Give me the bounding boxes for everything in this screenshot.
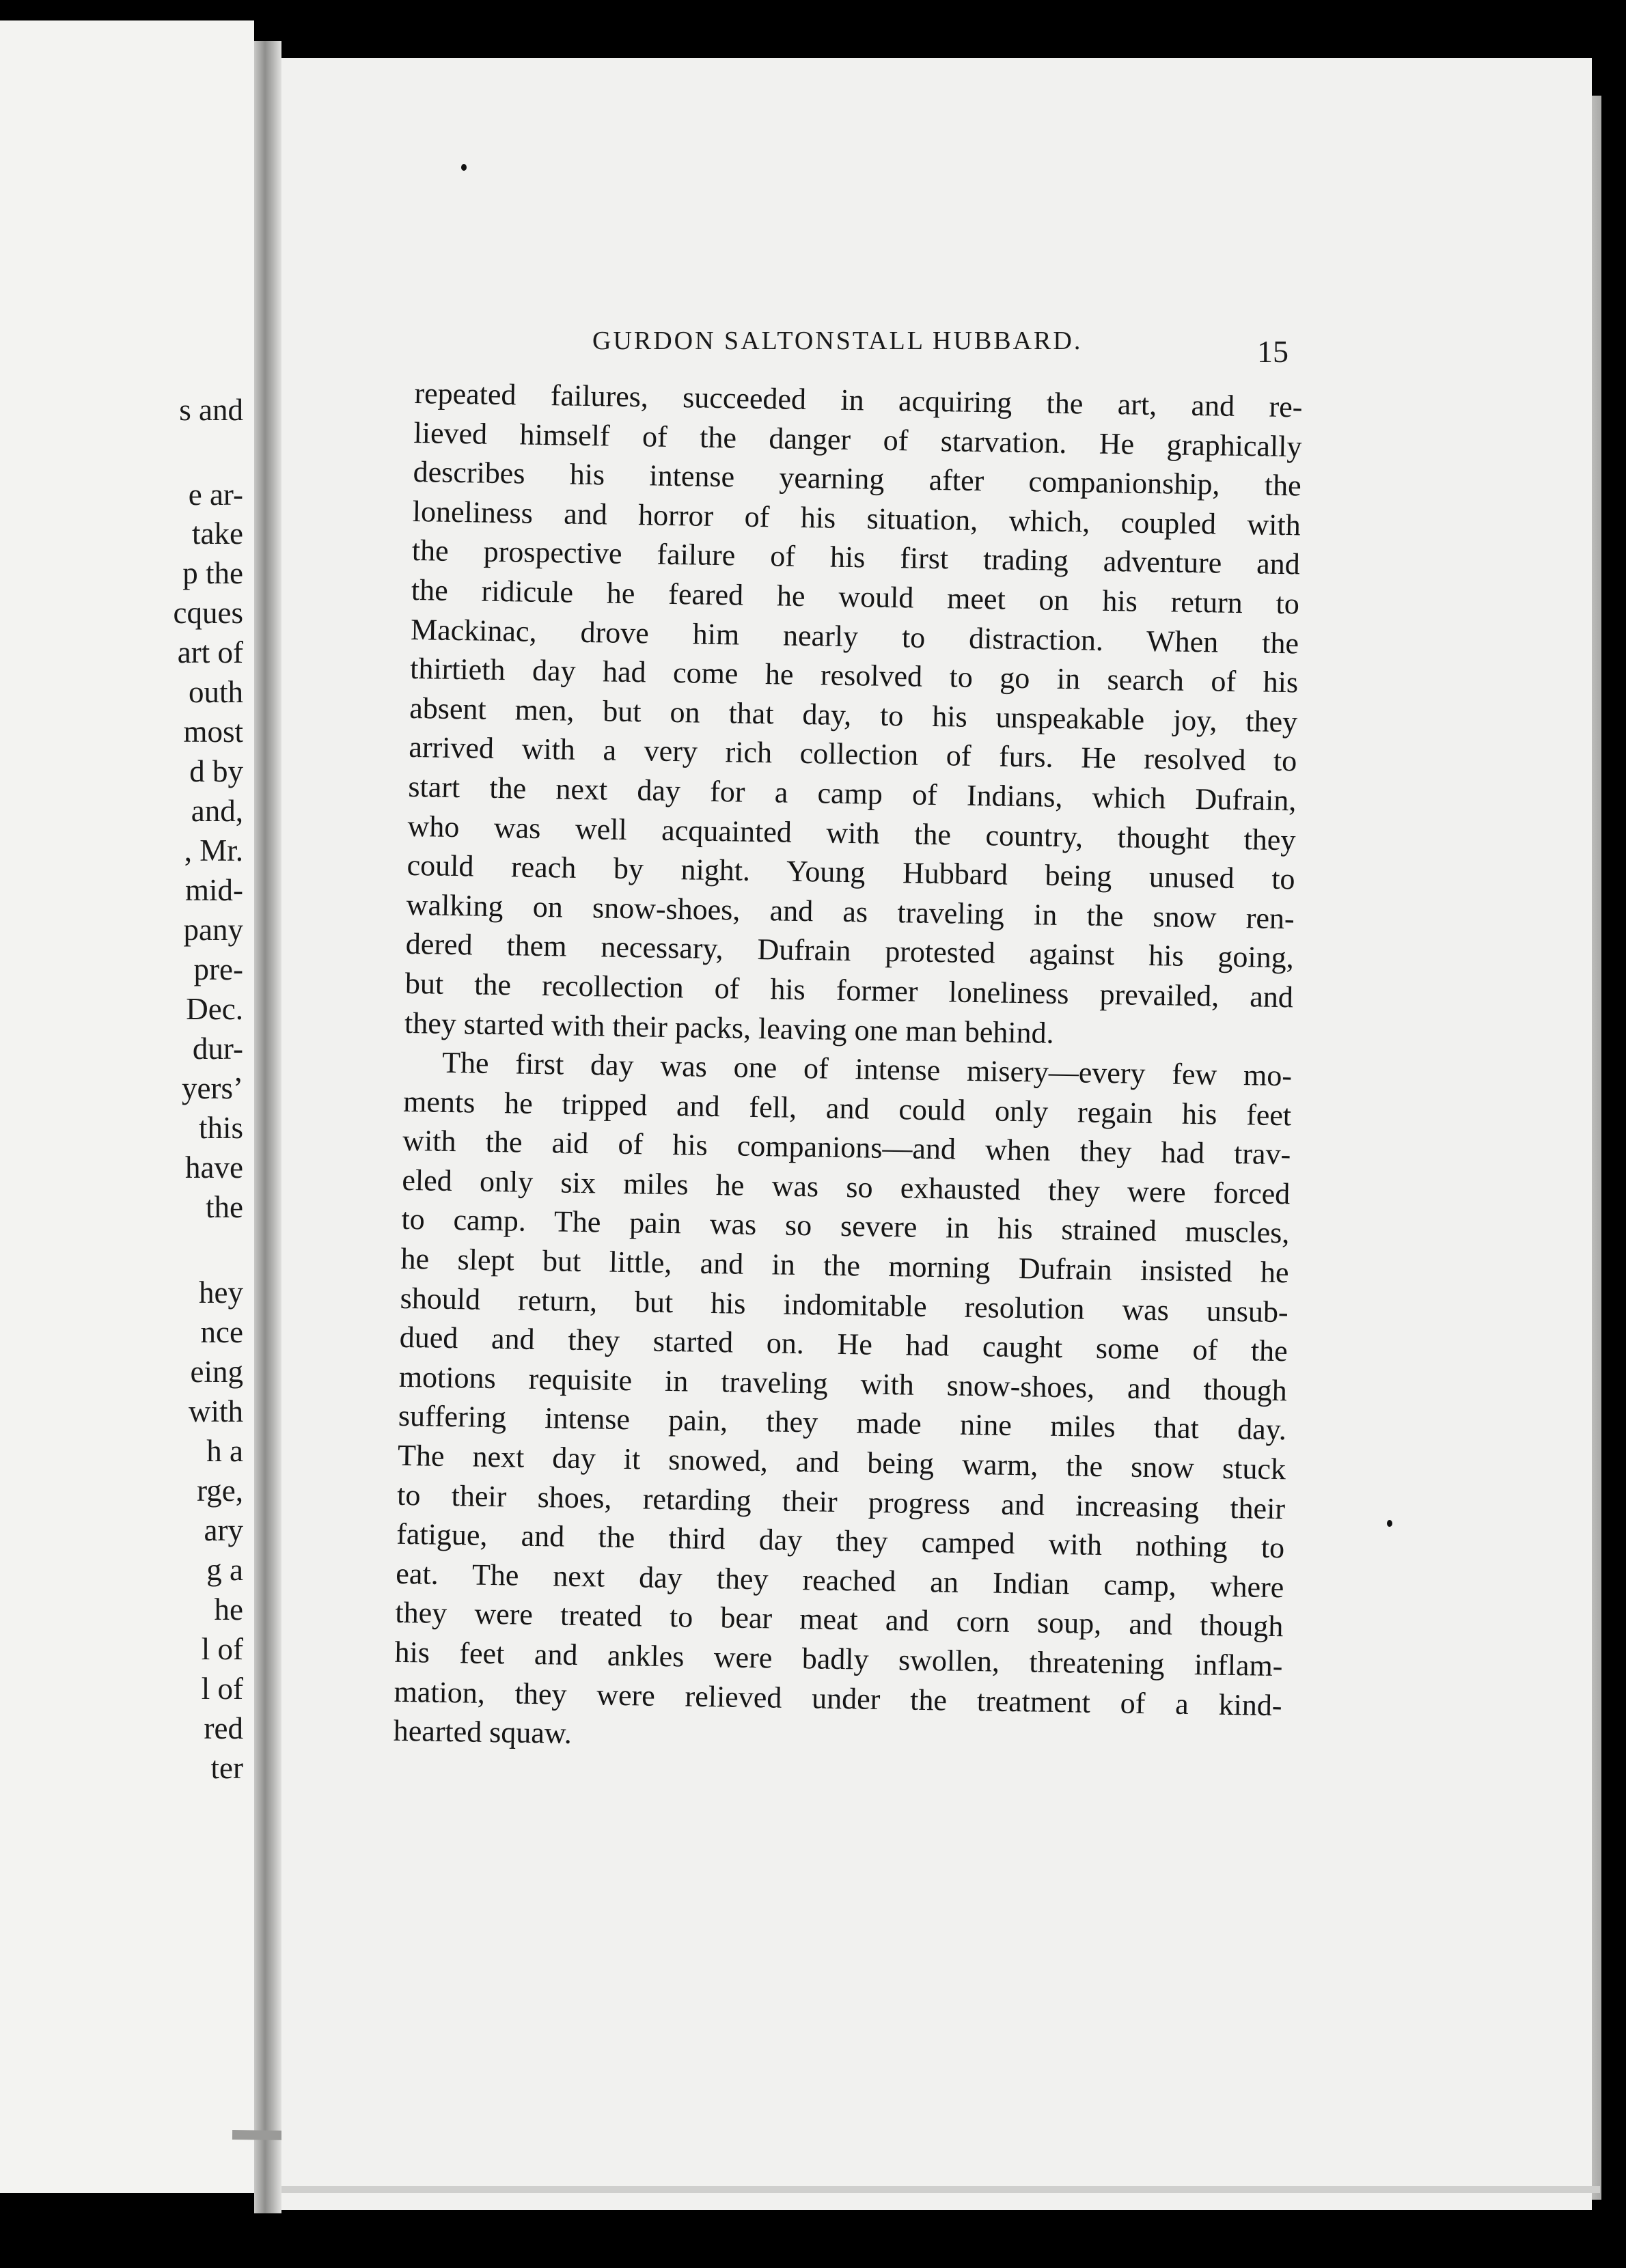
- text-line: repeated failures, succeeded in acquiring the art, and re-: [414, 376, 1303, 424]
- text-line: eat. The next day they reached an Indian camp, where: [396, 1556, 1284, 1605]
- left-page-line: Dec.: [186, 992, 243, 1026]
- left-page-line: ary: [204, 1513, 243, 1547]
- text-line: could reach by night. Young Hubbard being unused to: [406, 848, 1295, 896]
- text-line: with the aid of his companions—and when they had trav-: [402, 1124, 1291, 1172]
- left-page-line: d by: [189, 754, 243, 788]
- left-page-line: outh: [188, 675, 243, 709]
- left-page-line: l of: [201, 1672, 243, 1706]
- left-page-line: have: [185, 1150, 243, 1185]
- text-line: ments he tripped and fell, and could only regain his feet: [402, 1084, 1292, 1132]
- text-line: lieved himself of the danger of starvation. He graphically: [413, 415, 1302, 463]
- text-line: to camp. The pain was so severe in his strained muscles,: [401, 1202, 1290, 1250]
- left-page-line: the: [206, 1190, 243, 1224]
- left-page-line: e ar-: [188, 478, 243, 512]
- page-bottom-edge: [281, 2186, 1600, 2193]
- text-line: Mackinac, drove him nearly to distraction. When the: [410, 612, 1299, 660]
- ink-speck: [461, 164, 467, 171]
- text-line: motions requisite in traveling with snow-shoes, and though: [398, 1359, 1288, 1408]
- left-page-line: , Mr.: [184, 833, 243, 868]
- text-line: describes his intense yearning after companionship, the: [413, 455, 1301, 503]
- left-page-line: and,: [191, 794, 243, 828]
- text-line: but the recollection of his former loneliness prevailed, and: [404, 966, 1294, 1014]
- text-line: absent men, but on that day, to his unspeakable joy, they: [409, 691, 1298, 739]
- page-number: 15: [1257, 334, 1289, 369]
- text-line: his feet and ankles were badly swollen, threatening inflam-: [394, 1635, 1283, 1683]
- left-page-line: g a: [206, 1553, 243, 1587]
- text-line: The next day it snowed, and being warm, the snow stuck: [397, 1438, 1286, 1486]
- body-text: [393, 374, 1303, 1765]
- text-line: eled only six miles he was so exhausted they were forced: [402, 1163, 1291, 1211]
- text-line: he slept but little, and in the morning Dufrain insisted he: [400, 1241, 1289, 1290]
- left-page-line: yers’: [182, 1071, 243, 1105]
- left-page-line: pre-: [193, 952, 243, 986]
- text-line: hearted squaw.: [393, 1713, 573, 1751]
- text-line: dered them necessary, Dufrain protested against his going,: [405, 927, 1295, 975]
- left-page-line: l of: [201, 1632, 243, 1666]
- text-line: to their shoes, retarding their progress and increasing their: [396, 1478, 1286, 1525]
- text-line: suffering intense pain, they made nine miles that day.: [398, 1399, 1287, 1447]
- text-line: the prospective failure of his first trading adventure and: [411, 534, 1301, 581]
- text-line: they were treated to bear meat and corn soup, and though: [395, 1596, 1284, 1644]
- ink-speck: [1387, 1520, 1392, 1527]
- left-page-line: ter: [210, 1751, 243, 1785]
- book-page: [281, 58, 1592, 2210]
- text-line: fatigue, and the third day they camped with nothing to: [396, 1517, 1285, 1565]
- text-line: dued and they started on. He had caught some of the: [399, 1320, 1289, 1368]
- text-line: should return, but his indomitable resolution was unsub-: [400, 1281, 1289, 1329]
- left-page-line: red: [204, 1711, 243, 1745]
- left-page-line: with: [188, 1394, 243, 1428]
- text-line: walking on snow-shoes, and as traveling in the snow ren-: [406, 887, 1295, 936]
- previous-page-fragment: [0, 20, 254, 2193]
- text-line: mation, they were relieved under the treatment of a kind-: [394, 1674, 1282, 1722]
- left-page-line: hey: [199, 1275, 243, 1310]
- left-page-line: take: [192, 516, 243, 551]
- running-head-title: GURDON SALTONSTALL HUBBARD.: [592, 327, 1083, 355]
- left-page-line: p the: [182, 556, 243, 590]
- left-page-line: pany: [183, 913, 243, 947]
- text-line: the ridicule he feared he would meet on his return to: [411, 572, 1300, 621]
- text-line: arrived with a very rich collection of furs. He resolved to: [409, 730, 1297, 778]
- left-page-line: he: [214, 1592, 243, 1627]
- text-line: loneliness and horror of his situation, which, coupled with: [412, 494, 1301, 542]
- left-page-line: eing: [190, 1355, 243, 1389]
- left-page-line: s and: [179, 393, 243, 427]
- left-page-line: rge,: [197, 1474, 243, 1508]
- left-page-line: nce: [200, 1315, 243, 1349]
- left-page-line: dur-: [192, 1032, 243, 1066]
- left-page-line: h a: [206, 1434, 243, 1468]
- book-gutter: [254, 41, 281, 2213]
- left-page-line: mid-: [185, 873, 243, 907]
- left-page-line: most: [183, 715, 243, 749]
- text-line: they started with their packs, leaving one man behind.: [404, 1006, 1054, 1050]
- left-page-line: this: [198, 1111, 243, 1145]
- text-line: who was well acquainted with the country, thought they: [407, 809, 1296, 857]
- left-page-line: cques: [173, 596, 243, 630]
- paragraph-first-line: The first day was one of intense misery—every few mo-: [441, 1045, 1293, 1093]
- left-page-line: art of: [177, 635, 243, 669]
- text-line: start the next day for a camp of Indians, which Dufrain,: [408, 769, 1297, 818]
- text-line: thirtieth day had come he resolved to go in search of his: [409, 652, 1299, 700]
